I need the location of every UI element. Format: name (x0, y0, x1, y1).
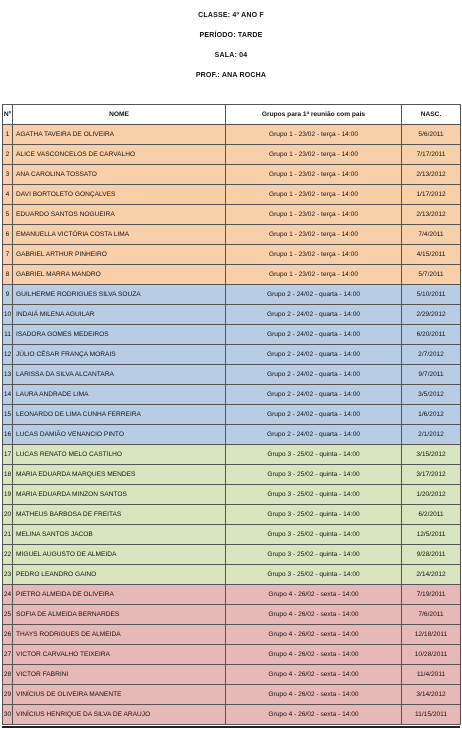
birth-date: 11/4/2011 (402, 665, 461, 685)
meeting-group: Grupo 1 - 23/02 - terça - 14:00 (226, 245, 402, 265)
row-number: 12 (3, 345, 13, 365)
bottom-rule (2, 726, 460, 728)
student-name: MATHEUS BARBOSA DE FREITAS (13, 505, 226, 525)
birth-date: 7/6/2011 (402, 605, 461, 625)
row-number: 28 (3, 665, 13, 685)
row-number: 10 (3, 305, 13, 325)
birth-date: 2/29/2012 (402, 305, 461, 325)
table-row (3, 685, 461, 705)
student-name: INDAIÁ MILENA AGUILAR (13, 305, 226, 325)
table-row (3, 205, 461, 225)
table-row (3, 185, 461, 205)
table-row (3, 645, 461, 665)
birth-date: 3/14/2012 (402, 685, 461, 705)
row-number: 24 (3, 585, 13, 605)
row-number: 29 (3, 685, 13, 705)
meeting-group: Grupo 4 - 26/02 - sexta - 14:00 (226, 585, 402, 605)
row-number: 27 (3, 645, 13, 665)
meeting-group: Grupo 3 - 25/02 - quinta - 14:00 (226, 545, 402, 565)
birth-date: 1/17/2012 (402, 185, 461, 205)
student-name: MELINA SANTOS JACOB (13, 525, 226, 545)
row-number: 20 (3, 505, 13, 525)
student-table (2, 104, 461, 725)
student-name: GUILHERME RODRIGUES SILVA SOUZA (13, 285, 226, 305)
meeting-group: Grupo 4 - 26/02 - sexta - 14:00 (226, 625, 402, 645)
birth-date: 3/15/2012 (402, 445, 461, 465)
table-row (3, 325, 461, 345)
row-number: 9 (3, 285, 13, 305)
student-name: LUCAS DAMIÃO VENANCIO PINTO (13, 425, 226, 445)
row-number: 8 (3, 265, 13, 285)
table-row (3, 365, 461, 385)
table-row (3, 385, 461, 405)
birth-date: 12/5/2011 (402, 525, 461, 545)
period-label: PERÍODO: TARDE (199, 32, 263, 39)
student-name: JÚLIO CÉSAR FRANÇA MORAIS (13, 345, 226, 365)
table-header-row (3, 105, 461, 125)
row-number: 6 (3, 225, 13, 245)
meeting-group: Grupo 3 - 25/02 - quinta - 14:00 (226, 465, 402, 485)
meeting-group: Grupo 4 - 26/02 - sexta - 14:00 (226, 685, 402, 705)
meeting-group: Grupo 2 - 24/02 - quarta - 14:00 (226, 325, 402, 345)
meeting-group: Grupo 2 - 24/02 - quarta - 14:00 (226, 405, 402, 425)
student-name: THAYS RODRIGUES DE ALMEIDA (13, 625, 226, 645)
student-name: EMANUELLA VICTÓRIA COSTA LIMA (13, 225, 226, 245)
student-name: GABRIEL MARRA MANDRO (13, 265, 226, 285)
birth-date: 5/10/2011 (402, 285, 461, 305)
student-name: VICTOR CARVALHO TEIXEIRA (13, 645, 226, 665)
birth-date: 12/18/2011 (402, 625, 461, 645)
meeting-group: Grupo 1 - 23/02 - terça - 14:00 (226, 125, 402, 145)
row-number: 3 (3, 165, 13, 185)
row-number: 18 (3, 465, 13, 485)
row-number: 17 (3, 445, 13, 465)
row-number: 16 (3, 425, 13, 445)
meeting-group: Grupo 2 - 24/02 - quarta - 14:00 (226, 285, 402, 305)
row-number: 5 (3, 205, 13, 225)
birth-date: 5/7/2011 (402, 265, 461, 285)
birth-date: 11/15/2011 (402, 705, 461, 725)
meeting-group: Grupo 2 - 24/02 - quarta - 14:00 (226, 365, 402, 385)
student-name: LUCAS RENATO MELO CASTILHO (13, 445, 226, 465)
table-row (3, 525, 461, 545)
student-name: ANA CAROLINA TOSSATO (13, 165, 226, 185)
meeting-group: Grupo 2 - 24/02 - quarta - 14:00 (226, 425, 402, 445)
student-name: LARISSA DA SILVA ALCANTARA (13, 365, 226, 385)
meeting-group: Grupo 1 - 23/02 - terça - 14:00 (226, 225, 402, 245)
table-row (3, 545, 461, 565)
meeting-group: Grupo 3 - 25/02 - quinta - 14:00 (226, 485, 402, 505)
birth-date: 7/4/2011 (402, 225, 461, 245)
birth-date: 9/28/2011 (402, 545, 461, 565)
birth-date: 6/2/2011 (402, 505, 461, 525)
table-row (3, 465, 461, 485)
row-number: 13 (3, 365, 13, 385)
birth-date: 1/20/2012 (402, 485, 461, 505)
meeting-group: Grupo 2 - 24/02 - quarta - 14:00 (226, 385, 402, 405)
col-header-birthdate: NASC. (402, 105, 461, 125)
student-name: ALICE VASCONCELOS DE CARVALHO (13, 145, 226, 165)
row-number: 30 (3, 705, 13, 725)
student-name: VICTOR FABRINI (13, 665, 226, 685)
birth-date: 3/17/2012 (402, 465, 461, 485)
table-row (3, 145, 461, 165)
meeting-group: Grupo 4 - 26/02 - sexta - 14:00 (226, 645, 402, 665)
birth-date: 9/7/2011 (402, 365, 461, 385)
meeting-group: Grupo 4 - 26/02 - sexta - 14:00 (226, 705, 402, 725)
meeting-group: Grupo 1 - 23/02 - terça - 14:00 (226, 265, 402, 285)
meeting-group: Grupo 3 - 25/02 - quinta - 14:00 (226, 445, 402, 465)
row-number: 11 (3, 325, 13, 345)
meeting-group: Grupo 4 - 26/02 - sexta - 14:00 (226, 665, 402, 685)
row-number: 4 (3, 185, 13, 205)
birth-date: 2/13/2012 (402, 205, 461, 225)
birth-date: 4/15/2011 (402, 245, 461, 265)
student-name: VINÍCIUS HENRIQUE DA SILVA DE ARAUJO (13, 705, 226, 725)
birth-date: 2/14/2012 (402, 565, 461, 585)
birth-date: 10/28/2011 (402, 645, 461, 665)
birth-date: 5/6/2011 (402, 125, 461, 145)
table-row (3, 245, 461, 265)
table-row (3, 265, 461, 285)
birth-date: 7/19/2011 (402, 585, 461, 605)
table-row (3, 485, 461, 505)
student-name: DAVI BORTOLETO GONÇALVES (13, 185, 226, 205)
row-number: 1 (3, 125, 13, 145)
meeting-group: Grupo 2 - 24/02 - quarta - 14:00 (226, 345, 402, 365)
meeting-group: Grupo 3 - 25/02 - quinta - 14:00 (226, 505, 402, 525)
table-row (3, 565, 461, 585)
student-name: VINÍCIUS DE OLIVEIRA MANENTE (13, 685, 226, 705)
meeting-group: Grupo 3 - 25/02 - quinta - 14:00 (226, 525, 402, 545)
col-header-number: Nº (3, 105, 13, 125)
student-name: LAURA ANDRADE LIMA (13, 385, 226, 405)
row-number: 15 (3, 405, 13, 425)
birth-date: 2/13/2012 (402, 165, 461, 185)
table-row (3, 345, 461, 365)
student-name: ISADORA GOMES MEDEIROS (13, 325, 226, 345)
student-name: MARIA EDUARDA MINZON SANTOS (13, 485, 226, 505)
birth-date: 1/6/2012 (402, 405, 461, 425)
student-name: AGATHA TAVEIRA DE OLIVEIRA (13, 125, 226, 145)
table-row (3, 165, 461, 185)
table-row (3, 285, 461, 305)
row-number: 7 (3, 245, 13, 265)
table-row (3, 585, 461, 605)
row-number: 23 (3, 565, 13, 585)
meeting-group: Grupo 1 - 23/02 - terça - 14:00 (226, 205, 402, 225)
table-row (3, 405, 461, 425)
table-row (3, 125, 461, 145)
meeting-group: Grupo 3 - 25/02 - quinta - 14:00 (226, 565, 402, 585)
student-name: MARIA EDUARDA MARQUES MENDES (13, 465, 226, 485)
birth-date: 7/17/2011 (402, 145, 461, 165)
table-row (3, 225, 461, 245)
table-row (3, 305, 461, 325)
row-number: 14 (3, 385, 13, 405)
table-row (3, 445, 461, 465)
table-row (3, 505, 461, 525)
row-number: 26 (3, 625, 13, 645)
row-number: 25 (3, 605, 13, 625)
row-number: 22 (3, 545, 13, 565)
table-row (3, 605, 461, 625)
col-header-name: NOME (13, 105, 226, 125)
row-number: 2 (3, 145, 13, 165)
row-number: 19 (3, 485, 13, 505)
student-name: GABRIEL ARTHUR PINHEIRO (13, 245, 226, 265)
meeting-group: Grupo 1 - 23/02 - terça - 14:00 (226, 185, 402, 205)
table-row (3, 665, 461, 685)
row-number: 21 (3, 525, 13, 545)
meeting-group: Grupo 2 - 24/02 - quarta - 14:00 (226, 305, 402, 325)
student-name: PIETRO ALMEIDA DE OLIVEIRA (13, 585, 226, 605)
meeting-group: Grupo 4 - 26/02 - sexta - 14:00 (226, 605, 402, 625)
student-name: SOFIA DE ALMEIDA BERNARDES (13, 605, 226, 625)
student-name: PEDRO LEANDRO GAINO (13, 565, 226, 585)
student-name: EDUARDO SANTOS NOGUEIRA (13, 205, 226, 225)
table-row (3, 625, 461, 645)
meeting-group: Grupo 1 - 23/02 - terça - 14:00 (226, 165, 402, 185)
student-name: LEONARDO DE LIMA CUNHA FERREIRA (13, 405, 226, 425)
meeting-group: Grupo 1 - 23/02 - terça - 14:00 (226, 145, 402, 165)
table-row (3, 425, 461, 445)
room-label: SALA: 04 (214, 52, 248, 59)
table-row (3, 705, 461, 725)
birth-date: 2/1/2012 (402, 425, 461, 445)
teacher-label: PROF.: ANA ROCHA (195, 72, 267, 79)
birth-date: 2/7/2012 (402, 345, 461, 365)
student-name: MIGUEL AUGUSTO DE ALMEIDA (13, 545, 226, 565)
col-header-group: Grupos para 1ª reunião com pais (226, 105, 402, 125)
birth-date: 6/20/2011 (402, 325, 461, 345)
birth-date: 3/5/2012 (402, 385, 461, 405)
class-label: CLASSE: 4º ANO F (198, 12, 264, 19)
